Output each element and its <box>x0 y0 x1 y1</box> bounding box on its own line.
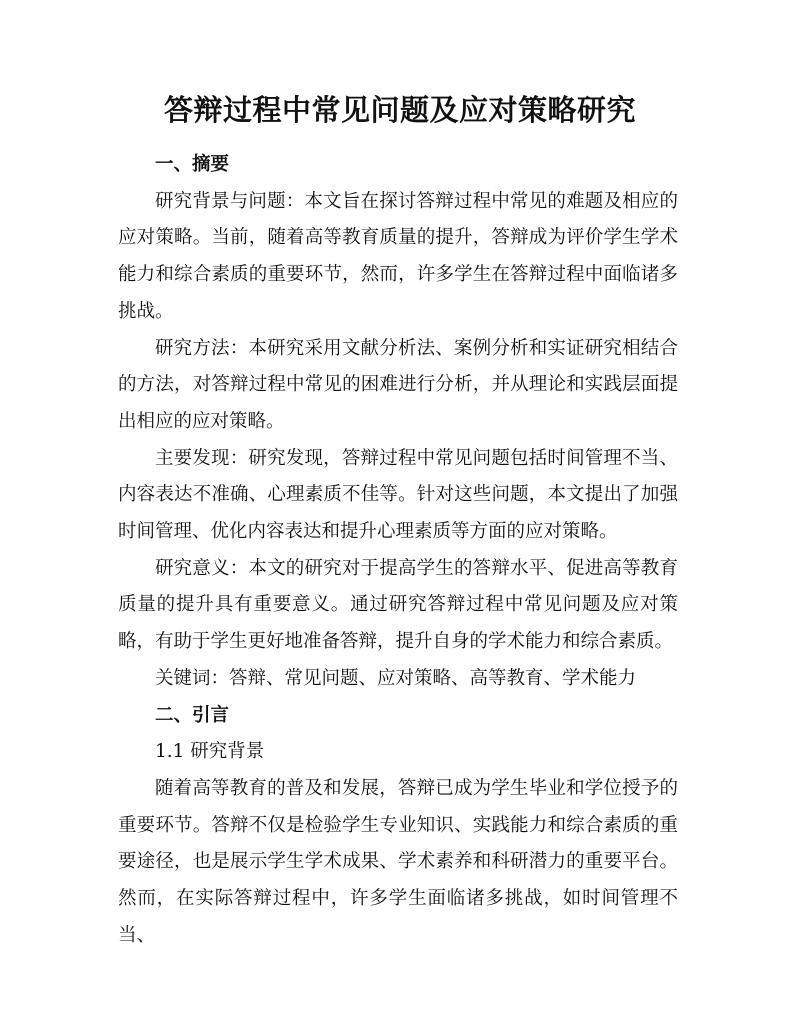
paragraph-research-method: 研究方法：本研究采用文献分析法、案例分析和实证研究相结合的方法，对答辩过程中常见的困难进行分析，并从理论和实践层面提出相应的应对策略。 <box>118 337 678 432</box>
paragraph-main-findings: 主要发现：研究发现，答辩过程中常见问题包括时间管理不当、内容表达不准确、心理素质不佳等。针对这些问题，本文提出了加强时间管理、优化内容表达和提升心理素质等方面的应对策略。 <box>118 447 678 543</box>
document-body <box>118 147 678 954</box>
section-heading-introduction: 二、引言 <box>155 704 230 726</box>
paragraph-research-significance: 研究意义：本文的研究对于提高学生的答辩水平、促进高等教育质量的提升具有重要意义。通过研究答辩过程中常见问题及应对策略，有助于学生更好地准备答辩，提升自身的学术能力和综合素质。 <box>118 557 678 653</box>
subheading-research-background: 1.1 研究背景 <box>155 741 265 763</box>
paragraph-introduction: 随着高等教育的普及和发展，答辩已成为学生毕业和学位授予的重要环节。答辩不仅是检验学生专业知识、实践能力和综合素质的重要途径，也是展示学生学术成果、学术素养和科研潜力的重要平台。然而，在实际答辩过程中，许多学生面临诸多挑战，如时间管理不当、 <box>118 777 678 946</box>
keywords-line: 关键词：答辩、常见问题、应对策略、高等教育、学术能力 <box>155 667 637 689</box>
document-title: 答辩过程中常见问题及应对策略研究 <box>163 93 636 127</box>
section-heading-abstract: 一、摘要 <box>155 154 230 175</box>
paragraph-research-background: 研究背景与问题：本文旨在探讨答辩过程中常见的难题及相应的应对策略。当前，随着高等教育质量的提升，答辩成为评价学生学术能力和综合素质的重要环节，然而，许多学生在答辩过程中面临诸多挑战。 <box>118 190 678 322</box>
